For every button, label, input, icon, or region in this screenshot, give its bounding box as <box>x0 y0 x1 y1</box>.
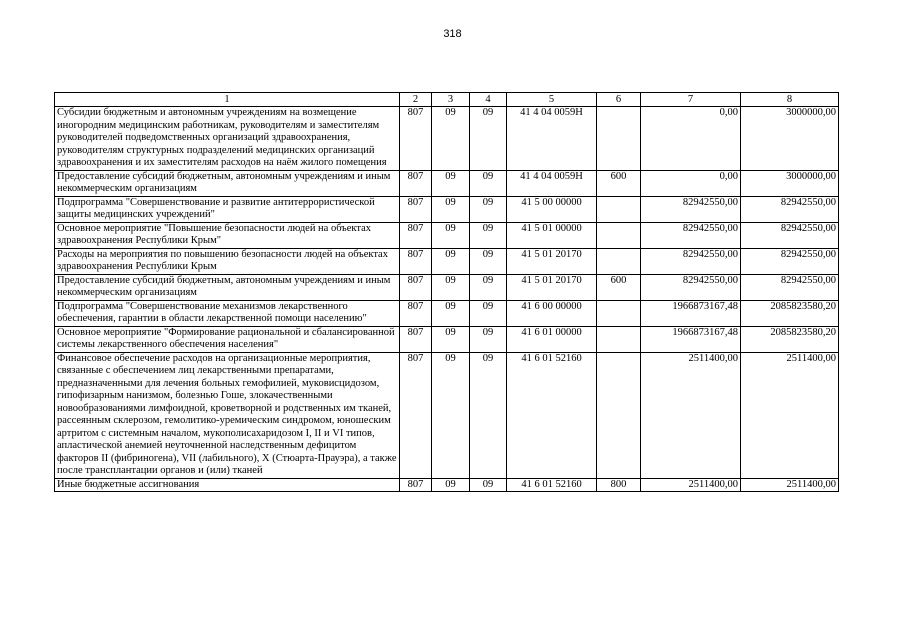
expense-name: Предоставление субсидий бюджетным, автономным учреждениям и иным некоммерческим организациям <box>55 170 400 196</box>
amount-year-1: 2511400,00 <box>641 352 741 478</box>
amount-year-2: 2511400,00 <box>741 478 839 492</box>
section-code: 09 <box>432 274 470 300</box>
table-row <box>55 274 839 300</box>
amount-year-2: 3000000,00 <box>741 107 839 171</box>
amount-year-1: 82942550,00 <box>641 248 741 274</box>
ministry-code: 807 <box>400 274 432 300</box>
expense-name: Предоставление субсидий бюджетным, автономным учреждениям и иным некоммерческим организациям <box>55 274 400 300</box>
table-row <box>55 170 839 196</box>
table-body <box>55 107 839 492</box>
target-article-code: 41 4 04 0059Н <box>507 170 597 196</box>
ministry-code: 807 <box>400 326 432 352</box>
header-cell: 2 <box>400 93 432 107</box>
amount-year-2: 82942550,00 <box>741 196 839 222</box>
subsection-code: 09 <box>470 274 507 300</box>
section-code: 09 <box>432 107 470 171</box>
amount-year-1: 0,00 <box>641 170 741 196</box>
section-code: 09 <box>432 170 470 196</box>
expense-type-code <box>597 326 641 352</box>
ministry-code: 807 <box>400 107 432 171</box>
header-cell: 5 <box>507 93 597 107</box>
ministry-code: 807 <box>400 196 432 222</box>
ministry-code: 807 <box>400 222 432 248</box>
subsection-code: 09 <box>470 248 507 274</box>
section-code: 09 <box>432 196 470 222</box>
expense-type-code <box>597 248 641 274</box>
ministry-code: 807 <box>400 300 432 326</box>
subsection-code: 09 <box>470 222 507 248</box>
subsection-code: 09 <box>470 196 507 222</box>
section-code: 09 <box>432 222 470 248</box>
target-article-code: 41 6 01 52160 <box>507 352 597 478</box>
section-code: 09 <box>432 248 470 274</box>
amount-year-2: 2085823580,20 <box>741 300 839 326</box>
header-cell: 7 <box>641 93 741 107</box>
table-row <box>55 248 839 274</box>
amount-year-1: 1966873167,48 <box>641 326 741 352</box>
section-code: 09 <box>432 478 470 492</box>
table-row <box>55 222 839 248</box>
target-article-code: 41 5 01 00000 <box>507 222 597 248</box>
ministry-code: 807 <box>400 478 432 492</box>
expense-type-code: 600 <box>597 170 641 196</box>
table-row <box>55 196 839 222</box>
header-cell: 8 <box>741 93 839 107</box>
target-article-code: 41 5 01 20170 <box>507 248 597 274</box>
budget-table <box>54 92 839 492</box>
amount-year-1: 1966873167,48 <box>641 300 741 326</box>
expense-type-code <box>597 300 641 326</box>
table-row <box>55 478 839 492</box>
table-row <box>55 300 839 326</box>
expense-name: Подпрограмма "Совершенствование механизмов лекарственного обеспечения, гарантии в области лекарственной помощи населению" <box>55 300 400 326</box>
target-article-code: 41 4 04 0059Н <box>507 107 597 171</box>
amount-year-1: 82942550,00 <box>641 222 741 248</box>
expense-name: Подпрограмма "Совершенствование и развитие антитеррористической защиты медицинских учреждений" <box>55 196 400 222</box>
expense-name: Основное мероприятие "Повышение безопасности людей на объектах здравоохранения Республики Крым" <box>55 222 400 248</box>
amount-year-2: 82942550,00 <box>741 222 839 248</box>
target-article-code: 41 5 01 20170 <box>507 274 597 300</box>
expense-name: Иные бюджетные ассигнования <box>55 478 400 492</box>
subsection-code: 09 <box>470 107 507 171</box>
header-cell: 3 <box>432 93 470 107</box>
expense-name: Субсидии бюджетным и автономным учреждениям на возмещение иногородним медицинским работникам, руководителям и заместителям руководителей подведомственных организаций здравоохранения, руководителям структурных подразделений медицинских организаций здравоохранения и их заместителям расходов на наём жилого помещения <box>55 107 400 171</box>
ministry-code: 807 <box>400 170 432 196</box>
expense-type-code: 800 <box>597 478 641 492</box>
section-code: 09 <box>432 326 470 352</box>
header-cell: 6 <box>597 93 641 107</box>
amount-year-2: 3000000,00 <box>741 170 839 196</box>
table-row <box>55 107 839 171</box>
expense-type-code: 600 <box>597 274 641 300</box>
expense-name: Основное мероприятие "Формирование рациональной и сбалансированной системы лекарственного обеспечения населения" <box>55 326 400 352</box>
amount-year-2: 82942550,00 <box>741 274 839 300</box>
target-article-code: 41 6 01 00000 <box>507 326 597 352</box>
amount-year-2: 2085823580,20 <box>741 326 839 352</box>
section-code: 09 <box>432 352 470 478</box>
subsection-code: 09 <box>470 170 507 196</box>
amount-year-2: 82942550,00 <box>741 248 839 274</box>
subsection-code: 09 <box>470 326 507 352</box>
expense-name: Расходы на мероприятия по повышению безопасности людей на объектах здравоохранения Республики Крым <box>55 248 400 274</box>
subsection-code: 09 <box>470 352 507 478</box>
expense-type-code <box>597 107 641 171</box>
table-row <box>55 352 839 478</box>
expense-name: Финансовое обеспечение расходов на организационные мероприятия, связанные с обеспечением лиц лекарственными препаратами, предназначенными для лечения больных гемофилией, муковисцидозом, гипофизарным нанизмом, болезнью Гоше, злокачественными новообразованиями лимфоидной, кроветворной и родственных им тканей, рассеянным склерозом, гемолитико-уремическим синдромом, юношеским артритом с системным началом, мукополисахаридозом I, II и VI типов, апластической анемией неуточненной наследственным дефицитом факторов II (фибриногена), VII (лабильного), X (Стюарта-Прауэра), а также после трансплантации органов и (или) тканей <box>55 352 400 478</box>
page-number: 318 <box>443 28 462 40</box>
amount-year-2: 2511400,00 <box>741 352 839 478</box>
expense-type-code <box>597 352 641 478</box>
target-article-code: 41 6 01 52160 <box>507 478 597 492</box>
table-header <box>55 93 839 107</box>
header-cell: 1 <box>55 93 400 107</box>
target-article-code: 41 5 00 00000 <box>507 196 597 222</box>
table-row <box>55 326 839 352</box>
target-article-code: 41 6 00 00000 <box>507 300 597 326</box>
ministry-code: 807 <box>400 248 432 274</box>
section-code: 09 <box>432 300 470 326</box>
amount-year-1: 82942550,00 <box>641 274 741 300</box>
expense-type-code <box>597 196 641 222</box>
amount-year-1: 2511400,00 <box>641 478 741 492</box>
amount-year-1: 0,00 <box>641 107 741 171</box>
ministry-code: 807 <box>400 352 432 478</box>
subsection-code: 09 <box>470 478 507 492</box>
subsection-code: 09 <box>470 300 507 326</box>
header-cell: 4 <box>470 93 507 107</box>
expense-type-code <box>597 222 641 248</box>
amount-year-1: 82942550,00 <box>641 196 741 222</box>
